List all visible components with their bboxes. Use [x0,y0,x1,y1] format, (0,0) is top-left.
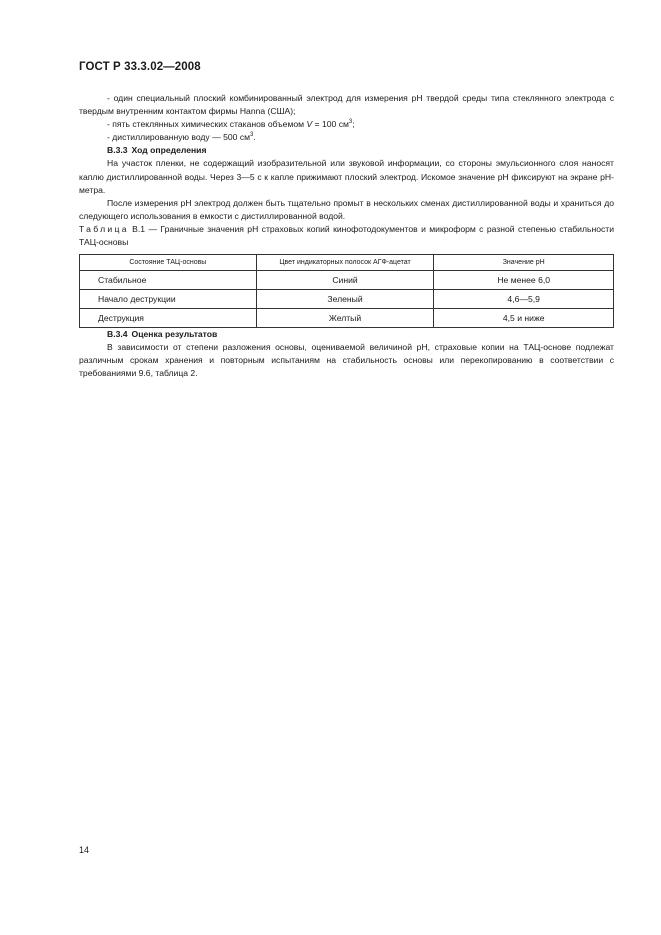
paragraph-procedure-1: На участок пленки, не содержащий изобразительной или звуковой информации, со стороны эмульсионного слоя наносят каплю дистиллированной воды. Через 3—5 с к капле прижимают плоский электрод. Искомое значение pH фиксируют на экране pH-метра. [79,158,614,195]
table-cell-state: Деструкция [80,309,257,328]
paragraph-results: В зависимости от степени разложения основы, оцениваемой величиной pH, страховые копии на ТАЦ-основе подлежат различным срокам хранения и повторным испытаниям на стабильность основы или перекопированию в соответствии с требованиями 9.6, таблица 2. [79,342,614,379]
table-cell-color: Зеленый [256,290,434,309]
ph-limits-table [79,254,614,328]
document-header: ГОСТ Р 33.3.02—2008 [79,61,201,73]
table-cell-ph: 4,6—5,9 [434,290,614,309]
column-header-ph: Значение pH [434,255,614,271]
table-caption-label: Таблица [79,223,129,234]
page-number: 14 [79,845,90,855]
volume-tail: ; [352,119,355,130]
table-row [80,309,614,328]
table-cell-color: Синий [256,271,434,290]
volume-symbol: V [306,119,313,130]
section-number-b34: В.3.4 [107,329,128,340]
list-item-beakers-text: - пять стеклянных химических стаканов объемом [107,119,307,130]
table-cell-state: Стабильное [80,271,257,290]
water-exponent: 3 [250,132,254,139]
document-body [79,92,614,381]
section-heading-b34 [79,328,614,341]
table-cell-state: Начало деструкции [80,290,257,309]
list-item-water-text: - дистиллированную воду — 500 см [107,132,251,143]
list-item-beakers [79,118,614,131]
list-item-electrode: - один специальный плоский комбинированный электрод для измерения pH твердой среды типа стеклянного электрода с твердым внутренним контактом фирмы Hanna (США); [79,93,614,117]
volume-exponent: 3 [348,119,353,126]
table-cell-color: Желтый [256,309,434,328]
column-header-state: Состояние ТАЦ-основы [80,255,257,271]
table-caption-number: В.1 [132,223,146,234]
table-cell-ph: Не менее 6,0 [434,271,614,290]
volume-value: = 100 см [312,119,349,130]
section-title-b34: Оценка результатов [131,329,218,340]
section-heading-b33 [79,144,614,157]
table-row [80,271,614,290]
table-caption [79,223,614,249]
paragraph-procedure-2: После измерения pH электрод должен быть тщательно промыт в нескольких сменах дистиллированной воды и храниться до следующего использования в емкости с дистиллированной водой. [79,197,614,221]
table-header-row [80,255,614,271]
section-number-b33: В.3.3 [107,145,128,156]
column-header-color: Цвет индикаторных полосок АГФ-ацетат [256,255,434,271]
water-tail: . [253,132,256,143]
section-title-b33: Ход определения [131,145,207,156]
table-caption-text: — Граничные значения pH страховых копий кинофотодокументов и микроформ с разной степенью стабильности ТАЦ-основы [79,223,615,248]
list-item-water [79,131,614,144]
table-row [80,290,614,309]
table-cell-ph: 4,5 и ниже [434,309,614,328]
